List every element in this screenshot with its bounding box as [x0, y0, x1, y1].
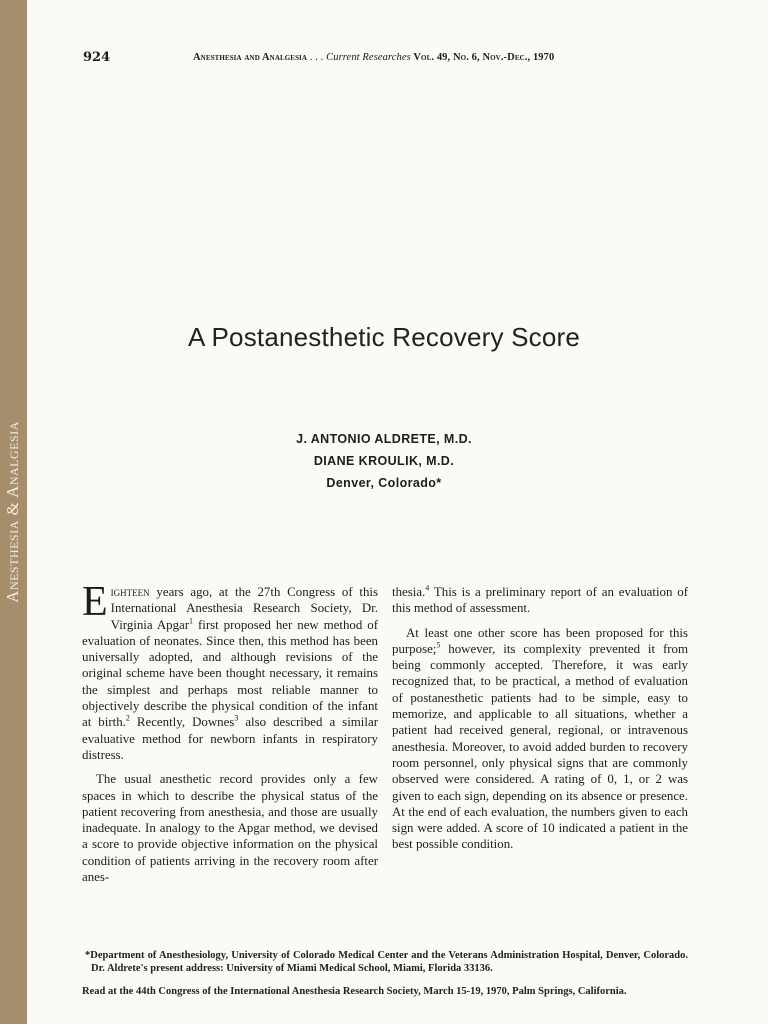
- reference-marker: 3: [234, 714, 239, 724]
- author-block: [0, 428, 768, 494]
- journal-subtitle: Current Researches: [326, 52, 411, 63]
- paragraph-text: Recently, Downes: [129, 715, 235, 730]
- paragraph-continuation: [392, 584, 688, 617]
- reference-marker: 2: [125, 714, 130, 724]
- footnotes: [82, 949, 688, 1008]
- paragraph-text: years ago, at the 27th Congress of this International Anesthesia Research Society, Dr. Virginia Apgar: [110, 585, 378, 632]
- paragraph-intro: [82, 579, 378, 763]
- paragraph-other-score: [392, 625, 688, 853]
- running-head: [193, 52, 687, 63]
- paragraph-text: thesia.: [392, 585, 426, 599]
- running-head-separator: . . .: [307, 52, 327, 63]
- paragraph-text: however, its complexity prevented it from being commonly accepted. Therefore, it was early recognized that, to be practical, a method of evaluation of postanesthetic patients had to be simple, easy to memorize, and applicable to all situations, whether a patient had received general, regional, or intravenous anesthesia. Moreover, to avoid added burden to recovery room personnel, only physical signs that are commonly observed were considered. A rating of 0, 1, or 2 was given to each sign, depending on its absence or presence. At the end of each evaluation, the numbers given to each sign were added. A score of 10 indicated a patient in the best possible condition.: [392, 641, 688, 852]
- body-column-left: [82, 579, 378, 893]
- footnote-presentation: Read at the 44th Congress of the International Anesthesia Research Society, March 15-19, 1970, Palm Springs, California.: [82, 986, 627, 997]
- journal-sidebar: [0, 0, 27, 1024]
- sidebar-journal-name: Anesthesia & Analgesia: [3, 421, 22, 603]
- page-number: 924: [83, 50, 111, 65]
- journal-name: Anesthesia and Analgesia: [193, 52, 308, 63]
- body-column-right: [392, 584, 688, 861]
- reference-marker: 4: [425, 583, 430, 593]
- paragraph-text: first proposed her new method of evaluation of neonates. Since then, this method has been universally adopted, and although revisions of the original scheme have been thought necessary, it remains the simplest and perhaps most reliable manner to objectively describe the physical condition of the infant at birth.: [82, 617, 378, 730]
- paragraph-text: This is a preliminary report of an evaluation of this method of assessment.: [392, 585, 688, 616]
- drop-cap: E: [82, 579, 108, 625]
- author-2: DIANE KROULIK, M.D.: [313, 454, 455, 468]
- opening-word: ighteen: [110, 585, 150, 599]
- paragraph-text: also described a similar evaluative method for newborn infants in respiratory distress.: [82, 715, 378, 762]
- paragraph-text: At least one other score has been proposed for this purpose;: [392, 625, 688, 656]
- paragraph-anesthetic-record: The usual anesthetic record provides only a few spaces in which to describe the physical status of the patient recovering from anesthesia, and those are usually inadequate. In analogy to the Apgar method, we devised a score to provide objective information on the physical condition of patients arriving in the recovery room after anes-: [82, 772, 378, 885]
- footnote-affiliation: *Department of Anesthesiology, University of Colorado Medical Center and the Veterans Administration Hospital, Denver, Colorado. Dr. Aldrete's present address: University of Miami Medical School, Miami, Florida 33136.: [85, 950, 688, 974]
- volume-info: Vol. 49, No. 6, Nov.-Dec., 1970: [410, 52, 555, 63]
- reference-marker: 1: [189, 616, 194, 626]
- author-1: J. ANTONIO ALDRETE, M.D.: [296, 432, 472, 446]
- article-title: A Postanesthetic Recovery Score: [187, 322, 581, 352]
- reference-marker: 5: [436, 640, 441, 650]
- author-location: Denver, Colorado*: [326, 476, 442, 490]
